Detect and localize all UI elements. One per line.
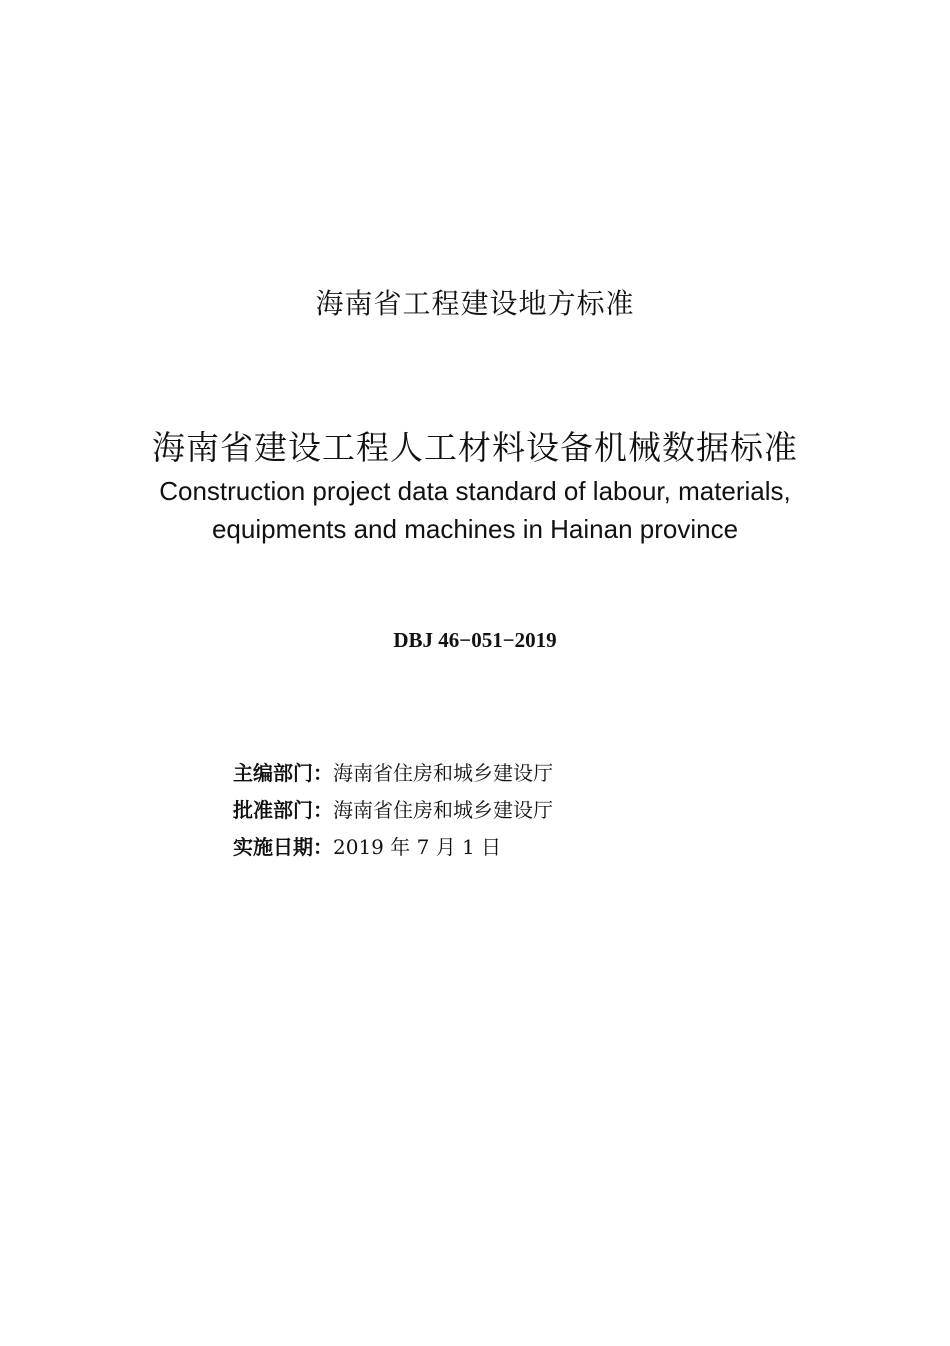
english-title-line-2: equipments and machines in Hainan province: [211, 514, 739, 544]
editor-department-label: 主编部门：: [233, 761, 333, 785]
effective-date-value: 2019 年 7 月 1 日: [333, 835, 502, 859]
effective-date-row: [233, 832, 553, 869]
standard-number: DBJ 46−051−2019: [393, 628, 557, 652]
english-title-line-1: Construction project data standard of labour, materials,: [159, 476, 791, 506]
approval-department-label: 批准部门：: [233, 798, 333, 822]
publication-info: [233, 758, 553, 869]
english-title: [0, 472, 950, 548]
effective-date-label: 实施日期：: [233, 835, 333, 859]
approval-department-value: 海南省住房和城乡建设厅: [333, 798, 553, 822]
main-title: 海南省建设工程人工材料设备机械数据标准: [152, 428, 798, 467]
approval-department-row: [233, 795, 553, 832]
series-title: 海南省工程建设地方标准: [315, 287, 635, 320]
editor-department-row: [233, 758, 553, 795]
editor-department-value: 海南省住房和城乡建设厅: [333, 761, 553, 785]
